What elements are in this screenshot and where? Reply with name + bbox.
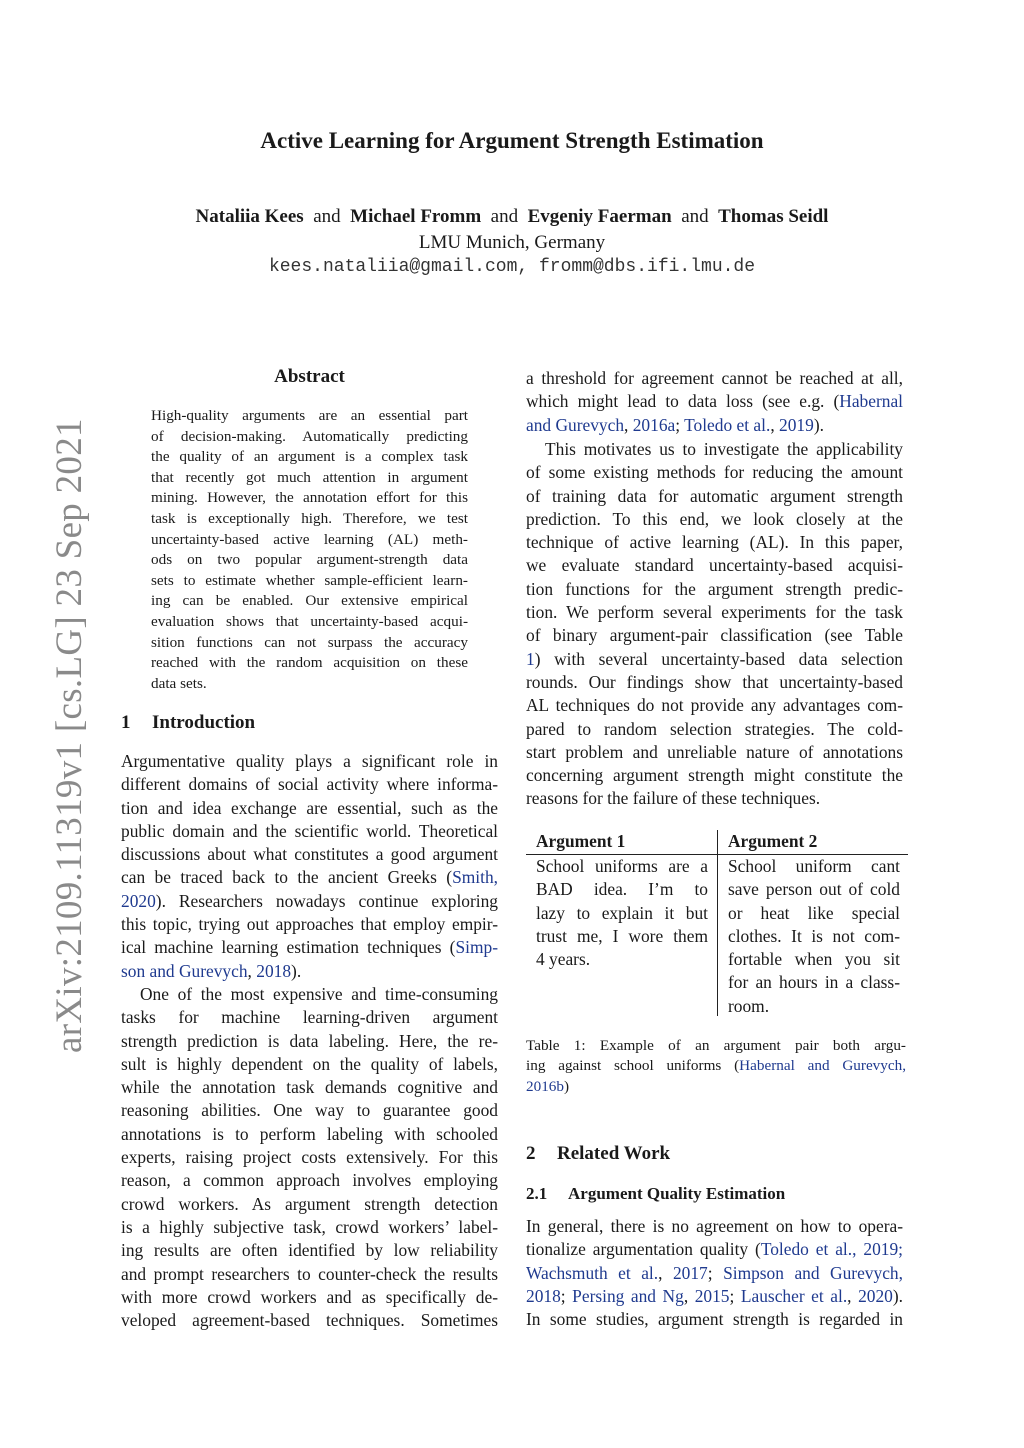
citation-link[interactable]: and Gurevych xyxy=(526,414,625,435)
caption-line: Table 1: Example of an argument pair both argu- xyxy=(526,1037,906,1054)
abstract-line: mining. However, the annotation effort for this xyxy=(151,489,468,507)
section-heading-introduction xyxy=(121,712,255,734)
related-paragraph-1 xyxy=(526,1215,903,1331)
text-run: ing against school uniforms ( xyxy=(526,1057,740,1075)
text-line: of some existing methods for reducing the amount xyxy=(526,462,903,483)
text-line: public domain and the scientific world. Theoretical xyxy=(121,820,498,841)
text-line: AL techniques do not provide any advantages com- xyxy=(526,695,903,716)
text-line: veloped agreement-based techniques. Sometimes xyxy=(121,1310,498,1331)
table-1-caption xyxy=(526,1036,906,1097)
text-run: which might lead to data loss (see e.g. ( xyxy=(526,391,840,412)
citation-link[interactable]: , xyxy=(898,1262,903,1283)
abstract-heading: Abstract xyxy=(274,366,345,387)
abstract-line: task is exceptionally high. Therefore, we test xyxy=(151,509,468,527)
text-line xyxy=(526,390,903,413)
abstract-line: sition functions can not surpass the accuracy xyxy=(151,633,468,651)
text-run: , xyxy=(624,414,633,435)
arxiv-stamp: arXiv:2109.11319v1 [cs.LG] 23 Sep 2021 xyxy=(49,418,90,1053)
text-line: reasoning abilities. One way to guarantee good xyxy=(121,1100,498,1121)
text-line: tasks for machine learning-driven argument xyxy=(121,1007,498,1028)
citation-link[interactable]: 2017 xyxy=(672,1262,708,1283)
abstract-line: sets to estimate whether sample-efficient learn- xyxy=(151,571,468,589)
text-line: Argumentative quality plays a significant role in xyxy=(121,751,498,771)
abstract-line: reached with the random acquisition on these xyxy=(151,654,468,672)
text-line xyxy=(526,414,903,437)
text-line xyxy=(526,1262,903,1285)
text-line: while the annotation task demands cognitive and xyxy=(121,1077,498,1098)
text-run: tionalize argumentation quality ( xyxy=(526,1239,761,1260)
citation-link[interactable]: ; xyxy=(898,1239,903,1260)
text-line: rounds. Our findings show that uncertainty-based xyxy=(526,671,903,692)
caption-line xyxy=(526,1077,906,1097)
text-line xyxy=(526,1285,903,1308)
abstract-line: ods on two popular argument-strength data xyxy=(151,551,468,569)
text-line xyxy=(526,648,903,671)
author-separator: and xyxy=(681,206,709,227)
text-line: prediction. To this end, we look closely at the xyxy=(526,508,903,529)
section-number: 2 xyxy=(526,1143,536,1164)
text-line xyxy=(526,1238,903,1261)
text-line: annotations is to perform labeling with schooled xyxy=(121,1123,498,1144)
text-run: can be traced back to the ancient Greeks ( xyxy=(121,867,453,888)
text-line: of binary argument-pair classification (see Table xyxy=(526,625,903,646)
table-cell-argument-2 xyxy=(728,855,900,1018)
text-line: strength prediction is data labeling. Here, the re- xyxy=(121,1030,498,1051)
text-run: ). xyxy=(892,1285,903,1306)
text-line: of training data for automatic argument strength xyxy=(526,485,903,506)
text-run: ). Researchers nowadays continue exploring xyxy=(155,890,498,911)
text-line: sult is highly dependent on the quality of labels, xyxy=(121,1053,498,1074)
intro-paragraph-1 xyxy=(121,750,498,983)
text-run: ical machine learning estimation techniques ( xyxy=(121,937,456,958)
citation-link[interactable]: 2016a xyxy=(632,414,676,435)
text-line: ing results are often identified by low reliability xyxy=(121,1240,498,1261)
text-line: pared to random selection strategies. The cold- xyxy=(526,718,903,739)
abstract-body xyxy=(151,406,468,694)
cell-line: room. xyxy=(728,995,770,1016)
text-line xyxy=(121,866,498,889)
text-line: crowd workers. As argument strength detection xyxy=(121,1193,498,1214)
author-name: Evgeniy Faerman xyxy=(527,206,672,227)
text-line: with more crowd workers and as specifically de- xyxy=(121,1286,498,1307)
citation-link[interactable]: 2018 xyxy=(526,1285,561,1306)
subsection-title: Argument Quality Estimation xyxy=(568,1184,786,1203)
caption-line xyxy=(526,1056,906,1076)
text-run: , xyxy=(658,1262,673,1283)
abstract-line: data sets. xyxy=(151,674,207,692)
citation-link[interactable]: son and Gurevych xyxy=(121,960,248,981)
cell-line: BAD idea. I’m to xyxy=(536,879,708,900)
affiliation: LMU Munich, Germany xyxy=(418,232,606,253)
text-line: tion functions for the argument strength predic- xyxy=(526,578,903,599)
cell-line: fortable when you sit xyxy=(728,949,900,970)
cell-line: clothes. It is not com- xyxy=(728,925,900,946)
subsection-heading-argument-quality xyxy=(526,1184,785,1204)
text-run: , xyxy=(847,1285,859,1306)
abstract-line: evaluation shows that uncertainty-based acqui- xyxy=(151,612,468,630)
cell-line: save person out of cold xyxy=(728,879,900,900)
text-line: is a highly subjective task, crowd workers’ label- xyxy=(121,1216,498,1237)
text-line: this topic, trying out approaches that employ empir- xyxy=(121,914,498,935)
text-line: reason, a common approach involves employing xyxy=(121,1170,498,1191)
text-line: technique of active learning (AL). In this paper, xyxy=(526,532,903,553)
cell-line: 4 years. xyxy=(536,949,591,970)
table-ref-link[interactable]: 1 xyxy=(526,648,535,669)
abstract-line: ing can be enabled. Our extensive empirical xyxy=(151,592,468,610)
right-paragraph-2 xyxy=(526,438,903,811)
citation-link[interactable]: , xyxy=(902,1057,907,1075)
text-line: In some studies, argument strength is regarded in xyxy=(526,1309,903,1330)
text-run: , xyxy=(683,1285,695,1306)
text-line: In general, there is no agreement on how to opera- xyxy=(526,1216,903,1236)
author-name: Nataliia Kees xyxy=(195,206,304,227)
text-line: a threshold for agreement cannot be reached at all, xyxy=(526,368,903,388)
text-line: we evaluate standard uncertainty-based acquisi- xyxy=(526,555,903,576)
table-header: Argument 2 xyxy=(728,831,818,851)
cell-line: trust me, I wore them xyxy=(536,925,708,946)
citation-link[interactable]: Persing and Ng xyxy=(572,1285,684,1306)
cell-line: School uniform cant xyxy=(728,856,900,876)
table-cell-argument-1 xyxy=(536,855,708,971)
abstract-line: of decision-making. Automatically predicting xyxy=(151,427,468,445)
citation-link[interactable]: 2019 xyxy=(779,414,814,435)
text-run: ). xyxy=(291,960,302,981)
citation-link[interactable]: Lauscher et al. xyxy=(740,1285,848,1306)
text-line: discussions about what constitutes a good argument xyxy=(121,844,498,865)
text-line: reasons for the failure of these techniques. xyxy=(526,788,821,809)
citation-link[interactable]: 2016b xyxy=(526,1077,564,1095)
intro-paragraph-2 xyxy=(121,983,498,1332)
citation-link[interactable]: 2020 xyxy=(121,890,156,911)
author-name: Michael Fromm xyxy=(350,206,482,227)
section-number: 1 xyxy=(121,712,131,733)
abstract-line: the quality of an argument is a complex task xyxy=(151,448,468,466)
text-line: start problem and unreliable nature of annotations xyxy=(526,741,903,762)
cell-line: School uniforms are a xyxy=(536,856,708,876)
author-list xyxy=(0,206,1024,228)
table-column-divider xyxy=(717,830,718,1016)
text-run: , xyxy=(247,960,257,981)
text-line: One of the most expensive and time-consuming xyxy=(140,984,498,1004)
text-run: ) xyxy=(563,1077,570,1095)
citation-link[interactable]: 2018 xyxy=(256,960,292,981)
cell-line: for an hours in a class- xyxy=(728,972,900,993)
section-heading-related-work xyxy=(526,1143,670,1165)
abstract-line: uncertainty-based active learning (AL) meth- xyxy=(151,530,468,548)
author-emails: kees.nataliia@gmail.com, fromm@dbs.ifi.lmu.de xyxy=(268,257,756,277)
citation-link[interactable]: Habernal xyxy=(839,391,903,412)
author-separator: and xyxy=(490,206,519,227)
table-header: Argument 1 xyxy=(536,831,626,851)
text-line: different domains of social activity where informa- xyxy=(121,774,498,795)
text-line: tion and idea exchange are essential, such as the xyxy=(121,797,498,818)
citation-link[interactable]: Simp- xyxy=(455,937,498,958)
section-title: Related Work xyxy=(557,1143,671,1164)
text-line: tion. We perform several experiments for the task xyxy=(526,602,903,623)
text-run: ) with several uncertainty-based data selection xyxy=(534,648,903,669)
text-line xyxy=(121,960,498,983)
citation-link[interactable]: Wachsmuth et al. xyxy=(526,1262,659,1283)
text-run: , xyxy=(770,414,780,435)
text-run: ). xyxy=(813,414,824,435)
text-run: ; xyxy=(675,414,685,435)
author-name: Thomas Seidl xyxy=(718,206,829,227)
citation-link[interactable]: Toledo et al. xyxy=(684,414,771,435)
citation-link[interactable]: Smith, xyxy=(452,867,498,888)
text-line xyxy=(121,890,498,913)
text-run: ; xyxy=(560,1285,573,1306)
paper-title: Active Learning for Argument Strength Estimation xyxy=(260,128,764,153)
subsection-number: 2.1 xyxy=(526,1184,548,1203)
abstract-line: High-quality arguments are an essential part xyxy=(151,407,468,424)
text-line: and prompt researchers to counter-check the results xyxy=(121,1263,498,1284)
right-paragraph-1 xyxy=(526,367,903,437)
text-line: This motivates us to investigate the applicability xyxy=(545,439,903,459)
text-run: ; xyxy=(707,1262,724,1283)
text-line xyxy=(121,936,498,959)
cell-line: or heat like special xyxy=(728,902,900,923)
citation-link[interactable]: 2020 xyxy=(858,1285,893,1306)
section-title: Introduction xyxy=(152,712,256,733)
author-separator: and xyxy=(313,206,341,227)
citation-link[interactable]: Simpson and Gurevych xyxy=(723,1262,899,1283)
citation-link[interactable]: Toledo et al., 2019 xyxy=(760,1239,899,1260)
cell-line: lazy to explain it but xyxy=(536,902,708,923)
citation-link[interactable]: 2015 xyxy=(694,1285,730,1306)
text-run: ; xyxy=(729,1285,741,1306)
abstract-line: that recently got much attention in argument xyxy=(151,468,468,486)
text-line: experts, raising project costs extensively. For this xyxy=(121,1147,498,1168)
text-line: concerning argument strength might constitute the xyxy=(526,765,903,786)
citation-link[interactable]: Habernal and Gurevych xyxy=(739,1057,903,1075)
